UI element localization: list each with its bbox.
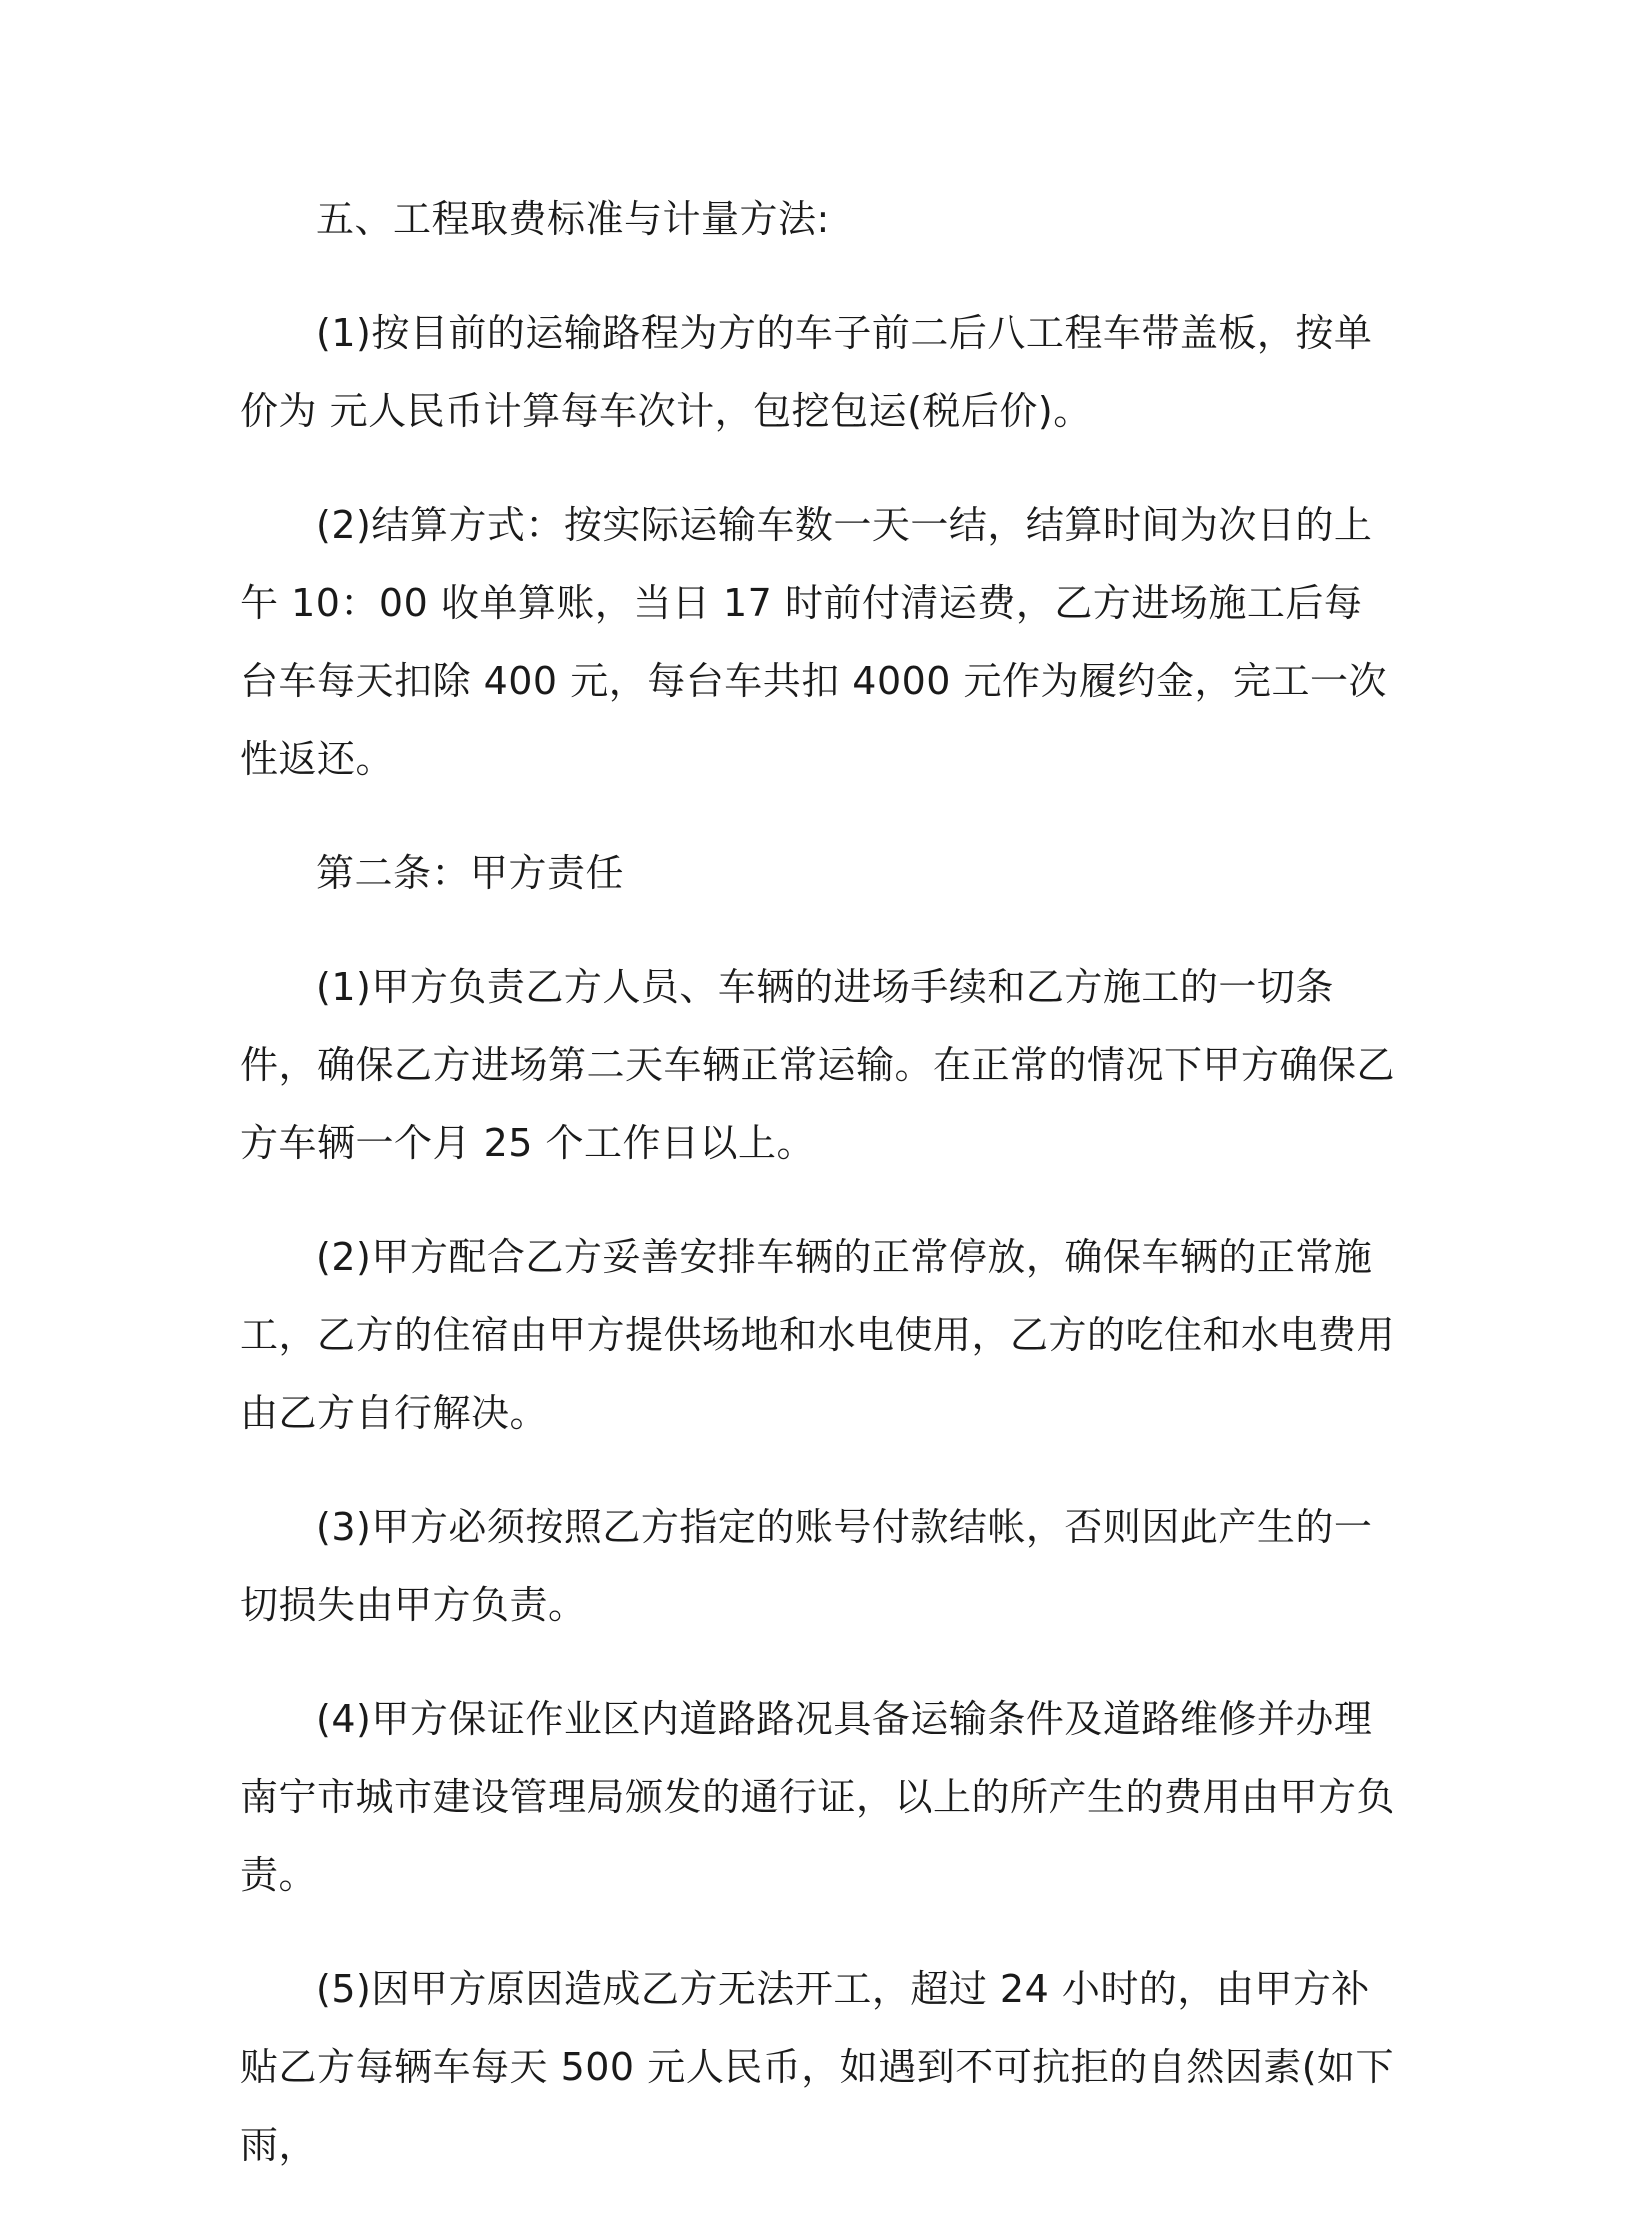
clause-settlement-method: (2)结算方式：按实际运输车数一天一结，结算时间为次日的上午 10：00 收单算账，当日 17 时前付清运费，乙方进场施工后每台车每天扣除 400 元，每台车共扣 4000 元作为履约金，完工一次性返还。 [240, 503, 1388, 781]
clause-entry-procedures: (1)甲方负责乙方人员、车辆的进场手续和乙方施工的一切条件，确保乙方进场第二天车辆正常运输。在正常的情况下甲方确保乙方车辆一个月 25 个工作日以上。 [240, 965, 1396, 1165]
document-body [240, 180, 1400, 2220]
article-heading-party-a-responsibility: 第二条：甲方责任 [316, 851, 625, 895]
clause-payment-account: (3)甲方必须按照乙方指定的账号付款结帐，否则因此产生的一切损失由甲方负责。 [240, 1505, 1373, 1627]
clause-unit-price: (1)按目前的运输路程为方的车子前二后八工程车带盖板，按单价为 元人民币计算每车次计，包挖包运(税后价)。 [240, 311, 1373, 433]
clause-work-stoppage-compensation: (5)因甲方原因造成乙方无法开工，超过 24 小时的，由甲方补贴乙方每辆车每天 500 元人民币，如遇到不可抗拒的自然因素(如下雨， [240, 1967, 1395, 2167]
section-heading-fee-standard: 五、工程取费标准与计量方法: [316, 197, 830, 241]
clause-road-conditions: (4)甲方保证作业区内道路路况具备运输条件及道路维修并办理南宁市城市建设管理局颁发的通行证，以上的所产生的费用由甲方负责。 [240, 1697, 1396, 1897]
clause-vehicle-parking: (2)甲方配合乙方妥善安排车辆的正常停放，确保车辆的正常施工，乙方的住宿由甲方提供场地和水电使用，乙方的吃住和水电费用由乙方自行解决。 [240, 1235, 1396, 1435]
